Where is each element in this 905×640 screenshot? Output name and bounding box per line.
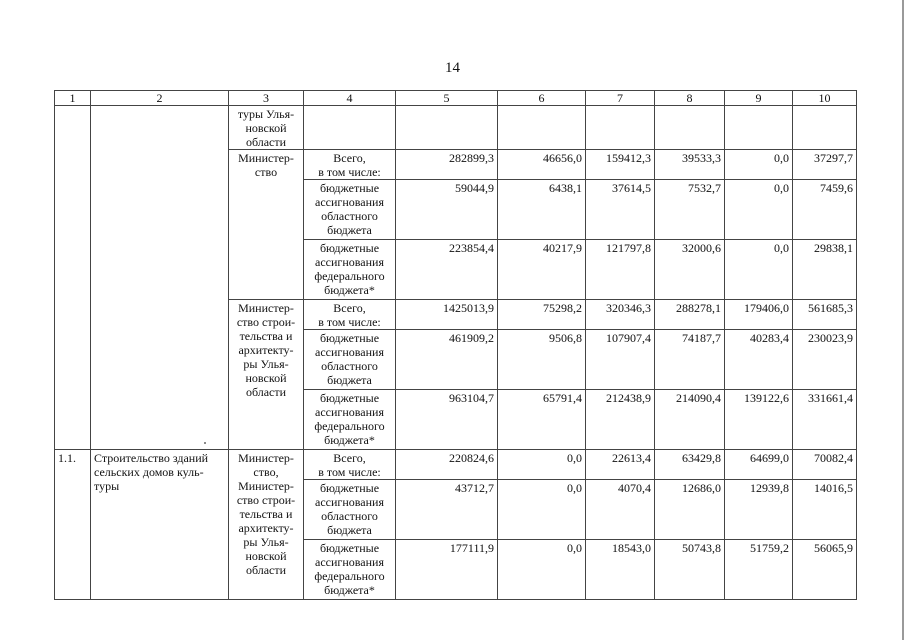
value-cell: 561685,3	[793, 300, 857, 330]
value-cell: 18543,0	[586, 540, 655, 600]
item-name-cell	[91, 106, 229, 450]
column-header: 1	[55, 91, 91, 106]
funding-source-line: в том числе:	[318, 315, 381, 329]
funding-source-line: областного	[321, 209, 378, 223]
value-cell: 963104,7	[396, 390, 498, 450]
value-cell: 320346,3	[586, 300, 655, 330]
value-cell: 331661,4	[793, 390, 857, 450]
funding-source-line: Всего,	[333, 451, 366, 465]
executor-line: области	[245, 385, 287, 399]
value-cell: 1425013,9	[396, 300, 498, 330]
value-cell: 6438,1	[498, 180, 586, 240]
table-body	[55, 91, 857, 600]
executor-line: ство строи-	[236, 315, 296, 329]
funding-source-cell	[304, 240, 396, 300]
value-cell: 32000,6	[655, 240, 725, 300]
value-cell: 46656,0	[498, 150, 586, 180]
executor-cell	[229, 106, 304, 150]
value-cell: 461909,2	[396, 330, 498, 390]
funding-source-cell	[304, 540, 396, 600]
empty-cell	[304, 106, 396, 150]
page-edge	[902, 0, 904, 640]
column-header: 7	[586, 91, 655, 106]
value-cell: 0,0	[498, 540, 586, 600]
executor-line: области	[245, 563, 287, 577]
value-cell: 159412,3	[586, 150, 655, 180]
value-cell: 288278,1	[655, 300, 725, 330]
item-name-line: сельских домов куль-	[94, 465, 204, 479]
value-cell: 12686,0	[655, 480, 725, 540]
item-name-cell	[91, 450, 229, 600]
executor-line: ры Улья-	[243, 535, 289, 549]
value-cell: 0,0	[725, 150, 793, 180]
funding-source-line: бюджетные	[319, 181, 380, 195]
funding-source-line: бюджетные	[319, 241, 380, 255]
value-cell: 12939,8	[725, 480, 793, 540]
value-cell: 51759,2	[725, 540, 793, 600]
value-cell: 39533,3	[655, 150, 725, 180]
funding-source-line: Всего,	[333, 151, 366, 165]
value-cell: 40217,9	[498, 240, 586, 300]
value-cell: 63429,8	[655, 450, 725, 480]
value-cell: 230023,9	[793, 330, 857, 390]
value-cell: 139122,6	[725, 390, 793, 450]
table-row	[55, 106, 857, 150]
funding-source-line: бюджета*	[324, 583, 375, 597]
value-cell: 121797,8	[586, 240, 655, 300]
value-cell: 65791,4	[498, 390, 586, 450]
executor-line: тельства и	[239, 329, 293, 343]
value-cell: 64699,0	[725, 450, 793, 480]
value-cell: 14016,5	[793, 480, 857, 540]
funding-source-cell	[304, 300, 396, 330]
executor-cell	[229, 300, 304, 450]
funding-source-line: областного	[321, 509, 378, 523]
value-cell: 220824,6	[396, 450, 498, 480]
funding-source-line: федерального	[314, 569, 385, 583]
funding-source-cell	[304, 450, 396, 480]
funding-source-line: бюджета*	[324, 433, 375, 447]
executor-line: новской	[245, 549, 287, 563]
item-name-line: Строительство зданий	[94, 451, 209, 465]
value-cell: 177111,9	[396, 540, 498, 600]
executor-line: архитекту-	[238, 521, 294, 535]
executor-cell	[229, 450, 304, 600]
column-header: 10	[793, 91, 857, 106]
value-cell: 9506,8	[498, 330, 586, 390]
funding-source-line: бюджетные	[319, 481, 380, 495]
executor-line: тельства и	[239, 507, 293, 521]
value-cell: 37297,7	[793, 150, 857, 180]
executor-line: новской	[245, 371, 287, 385]
funding-source-cell	[304, 150, 396, 180]
page-number: 14	[445, 60, 460, 76]
funding-source-cell	[304, 330, 396, 390]
item-number-cell: 1.1.	[55, 450, 91, 600]
funding-source-line: в том числе:	[318, 165, 381, 179]
funding-source-line: ассигнования	[315, 405, 384, 419]
empty-cell	[655, 106, 725, 150]
value-cell: 7532,7	[655, 180, 725, 240]
funding-source-line: бюджета	[327, 223, 372, 237]
value-cell: 7459,6	[793, 180, 857, 240]
executor-line: архитекту-	[238, 343, 294, 357]
funding-source-line: в том числе:	[318, 465, 381, 479]
value-cell: 37614,5	[586, 180, 655, 240]
executor-line: Министер-	[238, 151, 294, 165]
executor-cell	[229, 150, 304, 300]
value-cell: 107907,4	[586, 330, 655, 390]
value-cell: 74187,7	[655, 330, 725, 390]
value-cell: 0,0	[725, 240, 793, 300]
column-header: 5	[396, 91, 498, 106]
executor-line: Министер-	[238, 479, 294, 493]
item-number-cell	[55, 106, 91, 450]
funding-source-line: ассигнования	[315, 195, 384, 209]
funding-source-line: бюджета*	[324, 283, 375, 297]
column-header: 8	[655, 91, 725, 106]
value-cell: 0,0	[498, 480, 586, 540]
executor-line: ры Улья-	[243, 357, 289, 371]
item-name-line: туры	[94, 479, 120, 493]
scan-speck	[204, 442, 206, 444]
empty-cell	[586, 106, 655, 150]
funding-source-line: бюджета	[327, 373, 372, 387]
value-cell: 4070,4	[586, 480, 655, 540]
executor-line: ство строи-	[236, 493, 296, 507]
executor-line: области	[245, 135, 287, 149]
empty-cell	[498, 106, 586, 150]
column-header: 6	[498, 91, 586, 106]
funding-source-line: областного	[321, 359, 378, 373]
funding-source-line: бюджетные	[319, 331, 380, 345]
column-header: 4	[304, 91, 396, 106]
value-cell: 212438,9	[586, 390, 655, 450]
executor-line: туры Улья-	[237, 107, 295, 121]
value-cell: 56065,9	[793, 540, 857, 600]
column-header: 2	[91, 91, 229, 106]
table-row	[55, 450, 857, 480]
value-cell: 43712,7	[396, 480, 498, 540]
column-header: 9	[725, 91, 793, 106]
value-cell: 59044,9	[396, 180, 498, 240]
value-cell: 50743,8	[655, 540, 725, 600]
funding-source-line: ассигнования	[315, 555, 384, 569]
budget-table	[54, 90, 857, 600]
value-cell: 282899,3	[396, 150, 498, 180]
executor-line: Министер-	[238, 451, 294, 465]
funding-source-line: федерального	[314, 419, 385, 433]
value-cell: 70082,4	[793, 450, 857, 480]
funding-source-cell	[304, 390, 396, 450]
empty-cell	[793, 106, 857, 150]
value-cell: 40283,4	[725, 330, 793, 390]
value-cell: 223854,4	[396, 240, 498, 300]
value-cell: 179406,0	[725, 300, 793, 330]
funding-source-cell	[304, 480, 396, 540]
funding-source-line: Всего,	[333, 301, 366, 315]
value-cell: 0,0	[725, 180, 793, 240]
value-cell: 75298,2	[498, 300, 586, 330]
value-cell: 214090,4	[655, 390, 725, 450]
executor-line: ство,	[253, 465, 279, 479]
executor-line: новской	[245, 121, 287, 135]
column-header: 3	[229, 91, 304, 106]
funding-source-line: федерального	[314, 269, 385, 283]
funding-source-line: ассигнования	[315, 495, 384, 509]
empty-cell	[396, 106, 498, 150]
funding-source-cell	[304, 180, 396, 240]
empty-cell	[725, 106, 793, 150]
value-cell: 22613,4	[586, 450, 655, 480]
funding-source-line: ассигнования	[315, 255, 384, 269]
header-row	[55, 91, 857, 106]
funding-source-line: бюджетные	[319, 391, 380, 405]
executor-line: ство	[254, 165, 278, 179]
value-cell: 0,0	[498, 450, 586, 480]
funding-source-line: ассигнования	[315, 345, 384, 359]
funding-source-line: бюджетные	[319, 541, 380, 555]
funding-source-line: бюджета	[327, 523, 372, 537]
executor-line: Министер-	[238, 301, 294, 315]
value-cell: 29838,1	[793, 240, 857, 300]
